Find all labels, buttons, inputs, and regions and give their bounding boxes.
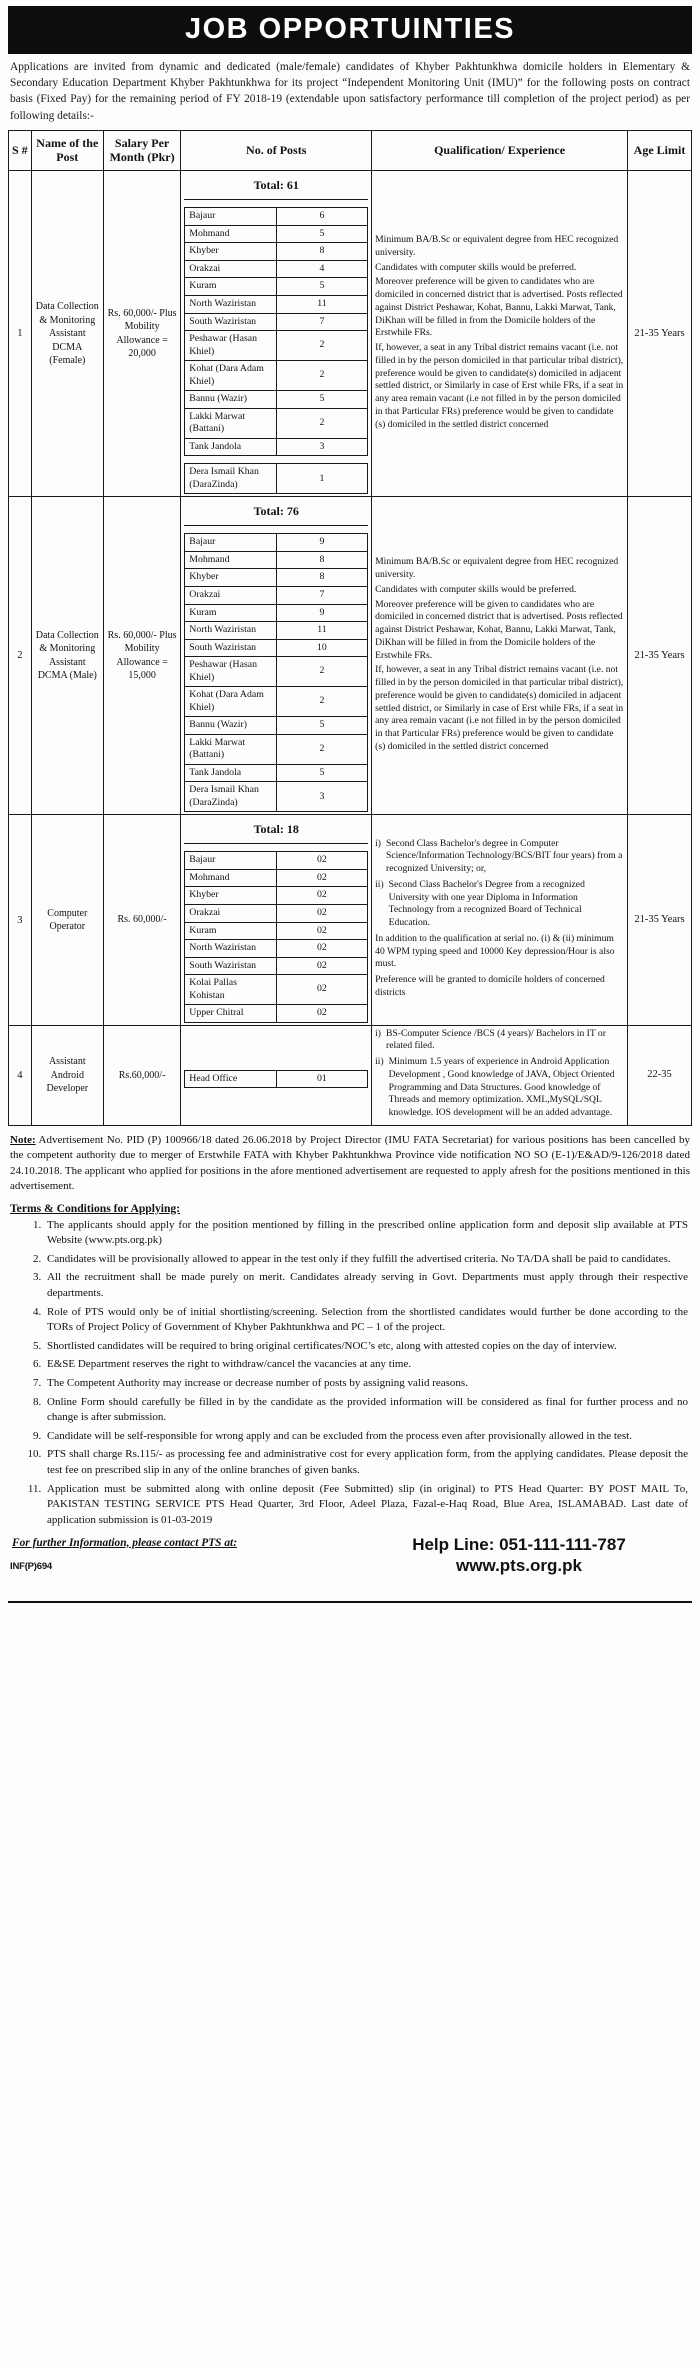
row-qualification [372, 815, 628, 1025]
district-row [185, 639, 368, 657]
jobs-table-body [9, 171, 692, 1126]
row-serial: 2 [9, 497, 32, 815]
row-post-name: Computer Operator [31, 815, 103, 1025]
item-marker: ii) [375, 1056, 384, 1068]
district-count: 3 [276, 782, 367, 812]
district-name: Tank Jandola [185, 764, 276, 782]
district-row [185, 361, 368, 391]
district-count: 1 [276, 464, 367, 494]
qualification-line: Candidates with computer skills would be preferred. [375, 583, 577, 595]
row-posts-cell [181, 497, 372, 815]
district-name: Tank Jandola [185, 438, 276, 456]
district-count: 8 [276, 569, 367, 587]
row-serial: 3 [9, 815, 32, 1025]
bottom-divider [8, 1601, 692, 1603]
district-count: 02 [276, 940, 367, 958]
row-total-label: Total: 76 [184, 499, 368, 526]
intro-paragraph: Applications are invited from dynamic and dedicated (male/female) candidates of Khyber Pakhtunkhwa domicile holders in Elementary & Secondary Education Department Khyber Pakhtunkhwa for its project “Independent Monitoring Unit (IMU)” for the following posts on contract basis (Fixed Pay) for the remaining period of FY 2018-19 (extendable upon satisfactory performance till completion of the project period) as per following details:- [10, 61, 690, 122]
footer-contact-block [354, 1534, 684, 1577]
table-header-row [9, 130, 692, 171]
district-count: 5 [276, 764, 367, 782]
row-age-limit: 22-35 [628, 1025, 692, 1125]
district-row [185, 408, 368, 438]
item-marker: i) [375, 837, 382, 849]
district-row [185, 734, 368, 764]
district-name: Khyber [185, 243, 276, 261]
note-label: Note: [10, 1133, 36, 1146]
district-row [185, 622, 368, 640]
district-row [185, 940, 368, 958]
district-name: Upper Chitral [185, 1005, 276, 1023]
district-name: Kuram [185, 278, 276, 296]
table-row [9, 497, 692, 815]
row-serial: 1 [9, 171, 32, 497]
row-post-name: Data Collection & Monitoring Assistant DCMA (Female) [31, 171, 103, 497]
district-row [185, 782, 368, 812]
terms-heading: Terms & Conditions for Applying: [10, 1201, 181, 1215]
district-name: Orakzai [185, 905, 276, 923]
district-row [185, 604, 368, 622]
header-age: Age Limit [628, 130, 692, 171]
district-name: Kohat (Dara Adam Khiel) [185, 361, 276, 391]
row-total-label: Total: 18 [184, 817, 368, 844]
district-count: 2 [276, 687, 367, 717]
qualification-item-list [375, 838, 624, 1000]
district-name: North Waziristan [185, 296, 276, 314]
district-name: Orakzai [185, 586, 276, 604]
district-count: 02 [276, 869, 367, 887]
item-text: Second Class Bachelor's degree in Computer Science/Information Technology/BCS/BIT four years) from a recognized University; or, [386, 837, 623, 875]
row-salary: Rs.60,000/- [103, 1025, 180, 1125]
jobs-table [8, 130, 692, 1126]
district-name: Dera Ismail Khan (DaraZinda) [185, 782, 276, 812]
district-row [185, 438, 368, 456]
terms-item: 8. Online Form should carefully be filled in by the candidate as the provided information will be considered as final for further process and no change is after submission. [44, 1395, 688, 1426]
district-row [185, 1005, 368, 1023]
contact-line: For further Information, please contact PTS at: [12, 1536, 237, 1549]
district-count: 2 [276, 361, 367, 391]
qualification-line: Moreover preference will be given to candidates who are domiciled in concerned district that is advertised. Posts reflected against District Peshawar, Kohat, Bannu, Lakki Marwat, Tank, DiKhan will be filled in from the Domicile holders of the Erstwhile FRs. [375, 276, 623, 339]
help-line: Help Line: 051-111-111-787 [412, 1534, 626, 1554]
district-table [184, 200, 368, 494]
district-table [184, 526, 368, 812]
qualification-item [375, 974, 624, 1000]
terms-item: 10. PTS shall charge Rs.115/- as processing fee and administrative cost for every application form, from the applying candidates. Please deposit the test fee on prescribed slip in any of the online branches of given banks. [44, 1447, 688, 1478]
district-name: Bannu (Wazir) [185, 717, 276, 735]
district-count: 10 [276, 639, 367, 657]
district-name: Mohmand [185, 551, 276, 569]
district-row [185, 208, 368, 226]
page-title: JOB OPPORTUINTIES [184, 13, 516, 45]
terms-item: 6. E&SE Department reserves the right to withdraw/cancel the vacancies at any time. [44, 1357, 688, 1373]
district-count: 7 [276, 586, 367, 604]
row-age-limit: 21-35 Years [628, 171, 692, 497]
qualification-item-list [375, 1028, 624, 1120]
district-name: Lakki Marwat (Battani) [185, 408, 276, 438]
terms-item: 9. Candidate will be self-responsible for wrong apply and can be excluded from the process even after provisionally allowed in the test. [44, 1429, 688, 1445]
page-title-banner [8, 6, 692, 54]
district-name: South Waziristan [185, 957, 276, 975]
row-salary: Rs. 60,000/- Plus Mobility Allowance = 20,000 [103, 171, 180, 497]
district-count: 2 [276, 734, 367, 764]
row-serial: 4 [9, 1025, 32, 1125]
district-row [185, 1070, 368, 1088]
district-row [185, 922, 368, 940]
district-row [185, 852, 368, 870]
qualification-item [375, 838, 624, 876]
item-text: In addition to the qualification at serial no. (i) & (ii) minimum 40 WPM typing speed and 10000 Key depression/Hour is also must. [375, 932, 615, 970]
terms-list [10, 1218, 688, 1529]
district-row [185, 225, 368, 243]
note-text: Advertisement No. PID (P) 100966/18 dated 26.06.2018 by Project Director (IMU FATA Secretariat) for various positions has been cancelled by the competent authority due to merger of Erstwhile FATA with Khyber Pakhtunkhwa Province vide notification NO SO (E-1)/E&AD/9-126/2018 dated 24.10.2018. The applicant who applied for positions in the afore mentioned advertisement are requested to apply afresh for the positions mentioned in this advertisement. [10, 1133, 690, 1193]
terms-item: 4. Role of PTS would only be of initial shortlisting/screening. Selection from the shortlisted candidates would further be done according to the TORs of Project Policy of Government of Khyber Pakhtunkhwa and PC – 1 of the project. [44, 1305, 688, 1336]
district-row [185, 887, 368, 905]
district-name: Dera Ismail Khan (DaraZinda) [185, 464, 276, 494]
row-qualification [372, 1025, 628, 1125]
district-name: Mohmand [185, 225, 276, 243]
district-row [185, 391, 368, 409]
item-text: Preference will be granted to domicile holders of concerned districts [375, 974, 605, 998]
district-name: South Waziristan [185, 313, 276, 331]
district-name: Peshawar (Hasan Khiel) [185, 331, 276, 361]
district-count: 02 [276, 975, 367, 1005]
row-salary: Rs. 60,000/- [103, 815, 180, 1025]
district-name: Peshawar (Hasan Khiel) [185, 657, 276, 687]
row-posts-cell [181, 1025, 372, 1125]
table-row [9, 815, 692, 1025]
district-count: 8 [276, 551, 367, 569]
district-count: 2 [276, 408, 367, 438]
item-text: Second Class Bachelor's Degree from a recognized University with one year Diploma in Information Technology from a recognized Board of Technical Education. [388, 878, 585, 929]
district-row [185, 586, 368, 604]
inf-code: INF(P)694 [10, 1560, 53, 1572]
item-marker: ii) [375, 878, 384, 890]
row-salary: Rs. 60,000/- Plus Mobility Allowance = 15,000 [103, 497, 180, 815]
terms-item: 1. The applicants should apply for the position mentioned by filling in the prescribed online application form and deposit slip available at PTS Website (www.pts.org.pk) [44, 1218, 688, 1249]
district-row [185, 243, 368, 261]
item-text: BS-Computer Science /BCS (4 years)/ Bachelors in IT or related filed. [386, 1027, 606, 1052]
district-name: North Waziristan [185, 940, 276, 958]
qualification-item [375, 1028, 624, 1054]
district-name: Khyber [185, 569, 276, 587]
note-section [10, 1133, 690, 1195]
district-row [185, 905, 368, 923]
district-count: 2 [276, 657, 367, 687]
district-count: 5 [276, 225, 367, 243]
qualification-line: Moreover preference will be given to candidates who are domiciled in concerned district that is advertised. Posts reflected against District Peshawar, Kohat, Bannu, Lakki Marwat, Tank, DiKhan will be filled in from the Domicile holders of the Erstwhile FRs. [375, 598, 623, 661]
district-count: 11 [276, 622, 367, 640]
header-salary: Salary Per Month (Pkr) [103, 130, 180, 171]
district-count: 02 [276, 1005, 367, 1023]
district-row [185, 764, 368, 782]
row-age-limit: 21-35 Years [628, 497, 692, 815]
district-name: Kuram [185, 922, 276, 940]
district-count: 8 [276, 243, 367, 261]
district-row [185, 957, 368, 975]
district-row [185, 464, 368, 494]
district-count: 02 [276, 905, 367, 923]
district-row [185, 657, 368, 687]
district-count: 5 [276, 278, 367, 296]
district-name: Bajaur [185, 852, 276, 870]
item-text: Minimum 1.5 years of experience in Android Application Development , Good knowledge of JAVA, Object Oriented Programming and Data Structures. Good knowledge of Threads and memory optimization. XML,MySQL/SQL knowledge. IOS development will be an added advantage. [388, 1056, 615, 1119]
terms-item: 2. Candidates will be provisionally allowed to appear in the test only if they fulfill the advertised criteria. No TA/DA shall be paid to candidates. [44, 1252, 688, 1268]
header-serial: S # [9, 130, 32, 171]
qualification-item [375, 1056, 624, 1120]
row-posts-cell [181, 815, 372, 1025]
district-count: 7 [276, 313, 367, 331]
row-post-name: Assistant Android Developer [31, 1025, 103, 1125]
row-post-name: Data Collection & Monitoring Assistant DCMA (Male) [31, 497, 103, 815]
district-name: South Waziristan [185, 639, 276, 657]
district-row [185, 869, 368, 887]
row-qualification [372, 171, 628, 497]
district-count: 5 [276, 391, 367, 409]
qualification-line: Minimum BA/B.Sc or equivalent degree from HEC recognized university. [375, 234, 619, 258]
district-name: Lakki Marwat (Battani) [185, 734, 276, 764]
district-count: 02 [276, 852, 367, 870]
district-name: North Waziristan [185, 622, 276, 640]
district-name: Head Office [185, 1070, 276, 1088]
row-age-limit: 21-35 Years [628, 815, 692, 1025]
district-row [185, 278, 368, 296]
district-count: 9 [276, 534, 367, 552]
table-row [9, 171, 692, 497]
header-posts: No. of Posts [181, 130, 372, 171]
footer-section [8, 1534, 692, 1591]
district-row [185, 296, 368, 314]
district-count: 4 [276, 260, 367, 278]
district-row [185, 717, 368, 735]
district-name: Mohmand [185, 869, 276, 887]
district-row [185, 551, 368, 569]
district-count: 6 [276, 208, 367, 226]
district-row [185, 687, 368, 717]
table-row [9, 1025, 692, 1125]
district-row [185, 313, 368, 331]
header-post-name: Name of the Post [31, 130, 103, 171]
website-link[interactable]: www.pts.org.pk [456, 1555, 582, 1575]
terms-item: 5. Shortlisted candidates will be required to bring original certificates/NOC’s etc, along with attested copies on the day of interview. [44, 1339, 688, 1355]
district-row [185, 260, 368, 278]
terms-item: 7. The Competent Authority may increase or decrease number of posts by assigning valid reasons. [44, 1376, 688, 1392]
district-count: 01 [276, 1070, 367, 1088]
district-row [185, 534, 368, 552]
item-marker: i) [375, 1027, 382, 1039]
qualification-line: If, however, a seat in any Tribal district remains vacant (i.e. not filled in by the person domiciled in that particular tribal district), preference would be given to candidate(s) domiciled in adjacent settled district, or Similarly in case of Erst while FRs, if a seat in any area remain vacant (i.e not filled in by the person domiciled in that Particular FRs) preference would be given to candidate (s) domiciled in the settled district concerned [375, 342, 624, 430]
district-name: Bajaur [185, 534, 276, 552]
row-posts-cell [181, 171, 372, 497]
district-count: 2 [276, 331, 367, 361]
row-total-label: Total: 61 [184, 173, 368, 200]
district-row [185, 331, 368, 361]
district-name: Kolai Pallas Kohistan [185, 975, 276, 1005]
district-name: Bajaur [185, 208, 276, 226]
district-name: Khyber [185, 887, 276, 905]
district-name: Kohat (Dara Adam Khiel) [185, 687, 276, 717]
terms-item: 11. Application must be submitted along with online deposit (Fee Submitted) slip (in original) to PTS Head Quarter: BY POST MAIL To, PAKISTAN TESTING SERVICE PTS Head Quarter, 3rd Floor, Adeel Plaza, Fazal-e-Haq Road, Blue Area, ISLAMABAD. Last date of application submission is 01-03-2019 [44, 1482, 688, 1529]
district-count: 02 [276, 922, 367, 940]
row-qualification [372, 497, 628, 815]
district-row [185, 975, 368, 1005]
district-count: 5 [276, 717, 367, 735]
terms-item: 3. All the recruitment shall be made purely on merit. Candidates already serving in Govt. Departments must apply through their respective departments. [44, 1270, 688, 1301]
district-count: 3 [276, 438, 367, 456]
district-count: 02 [276, 887, 367, 905]
qualification-item [375, 933, 624, 971]
district-count: 11 [276, 296, 367, 314]
qualification-line: If, however, a seat in any Tribal district remains vacant (i.e. not filled in by the person domiciled in that particular tribal district), preference would be given to candidate(s) domiciled in adjacent settled district, or Similarly in case of Erst while FRs, if a seat in any area remain vacant (i.e not filled in by the person domiciled in that Particular FRs) preference would be given to candidate (s) domiciled in the settled district concerned [375, 664, 624, 752]
header-qualification: Qualification/ Experience [372, 130, 628, 171]
district-name: Bannu (Wazir) [185, 391, 276, 409]
district-name: Kuram [185, 604, 276, 622]
qualification-line: Candidates with computer skills would be preferred. [375, 261, 577, 273]
qualification-line: Minimum BA/B.Sc or equivalent degree from HEC recognized university. [375, 556, 619, 581]
district-table [184, 844, 368, 1022]
district-row [185, 569, 368, 587]
district-name: Orakzai [185, 260, 276, 278]
district-count: 02 [276, 957, 367, 975]
district-count: 9 [276, 604, 367, 622]
district-table [184, 1063, 368, 1089]
qualification-item [375, 879, 624, 930]
